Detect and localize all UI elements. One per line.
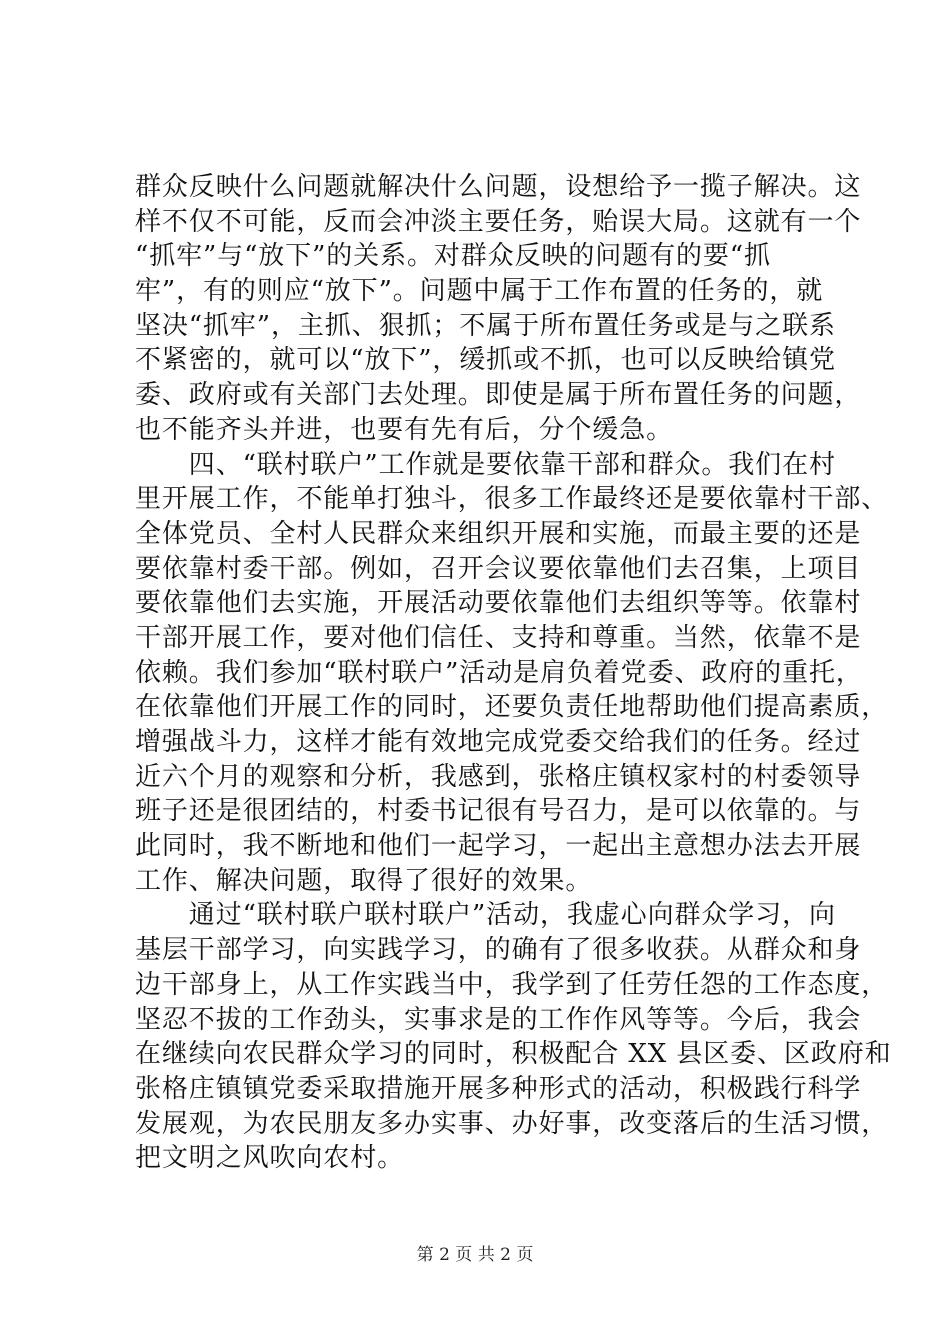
text-line: 近六个月的观察和分析，我感到，张格庄镇权家村的村委领导 [135,761,862,792]
text-line: 班子还是很团结的，村委书记很有号召力，是可以依靠的。与 [135,796,862,827]
text-line: 通过“联村联户联村联户”活动，我虚心向群众学习，向 [135,900,836,931]
text-line: 基层干部学习，向实践学习，的确有了很多收获。从群众和身 [135,935,862,966]
text-line: “抓牢”与“放下”的关系。对群众反映的问题有的要“抓 [135,241,771,272]
text-line: 要依靠他们去实施，开展活动要依靠他们去组织等等。依靠村 [135,588,862,619]
text-line: 全体党员、全村人民群众来组织开展和实施，而最主要的还是 [135,518,862,549]
text-line: 边干部身上，从工作实践当中，我学到了任劳任怨的工作态度， [135,969,889,1000]
text-line: 牢”，有的则应“放下”。问题中属于工作布置的任务的，就 [135,276,824,307]
page-number-footer: 第 2 页 共 2 页 [416,1245,534,1265]
text-line: 里开展工作，不能单打独斗，很多工作最终还是要依靠村干部、 [135,484,889,515]
text-line: 坚忍不拔的工作劲头，实事求是的工作作风等等。今后，我会 [135,1004,862,1035]
text-line: 把文明之风吹向农村。 [135,1143,405,1174]
text-line: 依赖。我们参加“联村联户”活动是肩负着党委、政府的重托， [135,657,863,688]
document-body [135,170,892,1176]
text-line: 工作、解决问题，取得了很好的效果。 [135,865,593,896]
text-line: 四、“联村联户”工作就是要依靠干部和群众。我们在村 [135,449,836,480]
text-line: 增强战斗力，这样才能有效地完成党委交给我们的任务。经过 [135,727,862,757]
text-line: 也不能齐头并进，也要有先有后，分个缓急。 [135,414,674,445]
text-line: 要依靠村委干部。例如，召开会议要依靠他们去召集，上项目 [135,553,862,584]
text-line: 样不仅不可能，反而会冲淡主要任务，贻误大局。这就有一个 [135,206,862,237]
text-line: 委、政府或有关部门去处理。即使是属于所布置任务的问题， [135,380,862,411]
text-line: 此同时，我不断地和他们一起学习，一起出主意想办法去开展 [135,831,862,862]
text-line: 在依靠他们开展工作的同时，还要负责任地帮助他们提高素质， [135,692,889,723]
text-line: 张格庄镇镇党委采取措施开展多种形式的活动，积极践行科学 [135,1073,862,1104]
text-line: 在继续向农民群众学习的同时，积极配合 XX 县区委、区政府和 [135,1039,892,1070]
text-line: 发展观，为农民朋友多办实事、办好事，改变落后的生活习惯， [135,1108,889,1139]
text-line: 坚决“抓牢”，主抓、狠抓；不属于所布置任务或是与之联系 [135,310,836,341]
text-line: 群众反映什么问题就解决什么问题，设想给予一揽子解决。这 [135,172,862,202]
text-line: 不紧密的，就可以“放下”，缓抓或不抓，也可以反映给镇党 [135,345,836,376]
text-line: 干部开展工作，要对他们信任、支持和尊重。当然，依靠不是 [135,622,862,653]
